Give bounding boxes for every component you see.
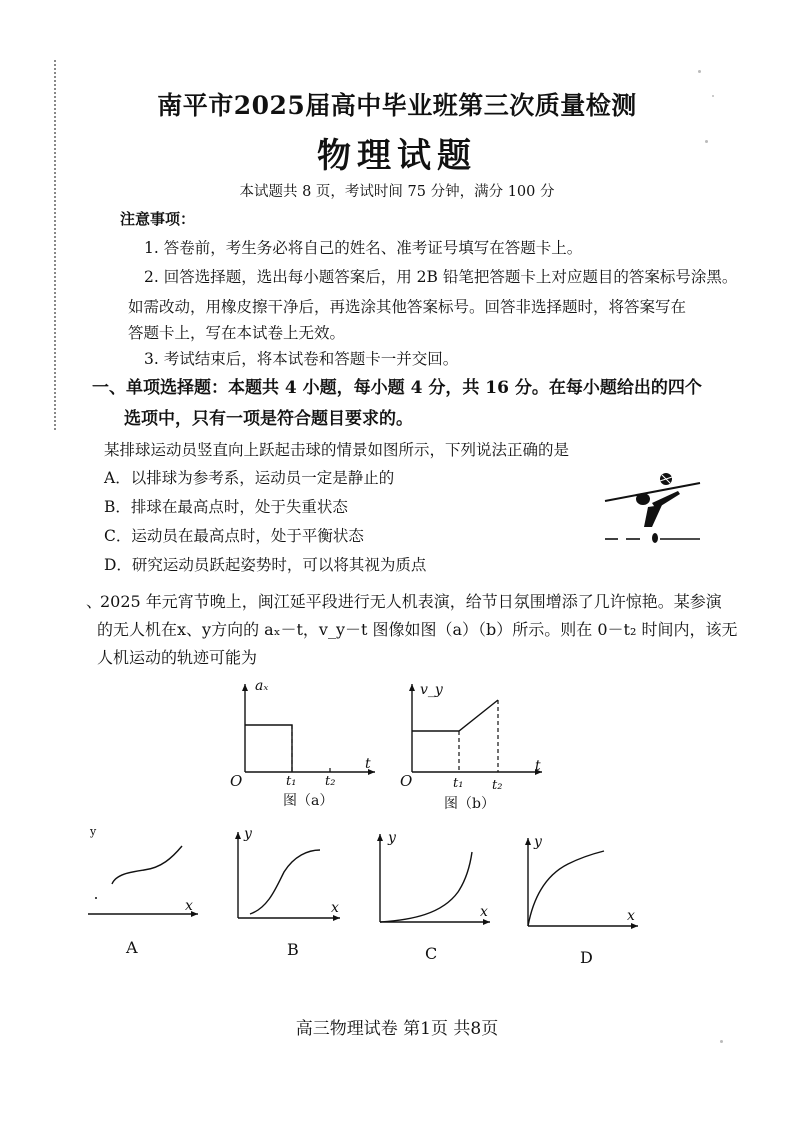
graph-b xyxy=(392,680,552,810)
notice-item-2-line-3: 答题卡上，写在本试卷上无效。 xyxy=(128,324,346,342)
q2-line-1: 2025 年元宵节晚上，闽江延平段进行无人机表演，给节日氛围增添了几许惊艳。某参演 xyxy=(100,592,722,611)
choice-graph-b-label: B xyxy=(287,940,299,959)
exam-info: 本试题共 8 页，考试时间 75 分钟，满分 100 分 xyxy=(239,184,555,200)
scan-speck xyxy=(698,70,701,73)
graph-a-y-label: aₓ xyxy=(255,678,269,694)
choice-graph-b xyxy=(228,828,348,928)
graph-a-caption: 图（a） xyxy=(283,793,334,809)
choice-c-curve xyxy=(380,852,472,922)
choice-graph-c-x-label: x xyxy=(480,904,488,920)
choice-b-curve xyxy=(250,850,320,914)
choice-graph-b-y-label: y xyxy=(244,826,252,842)
notice-item-2-line-1: 2. 回答选择题，选出每小题答案后，用 2B 铅笔把答题卡上对应题目的答案标号涂黑。 xyxy=(144,268,738,286)
choice-d-curve xyxy=(528,851,604,926)
q1-option-c: C．运动员在最高点时，处于平衡状态 xyxy=(104,527,364,545)
graph-b-curve xyxy=(412,700,498,731)
net-line xyxy=(605,483,700,501)
graph-a-curve xyxy=(245,725,292,772)
choice-a-curve xyxy=(112,846,182,884)
choice-graph-c-y-label: y xyxy=(388,830,396,846)
graph-b-t1: t₁ xyxy=(453,776,464,791)
choice-graph-a-y-label: y xyxy=(90,825,97,838)
volleyball-figure xyxy=(600,465,710,550)
q2-line-3: 人机运动的轨迹可能为 xyxy=(97,648,258,667)
graph-b-caption: 图（b） xyxy=(444,796,495,812)
graph-a-t1: t₁ xyxy=(286,774,297,789)
choice-graph-d-y-label: y xyxy=(534,834,542,850)
choice-graph-d-x-label: x xyxy=(627,908,635,924)
player-body xyxy=(644,505,662,527)
section-1-heading: 一、单项选择题：本题共 4 小题，每小题 4 分，共 16 分。在每小题给出的四个 xyxy=(92,378,702,398)
graph-b-t2: t₂ xyxy=(492,778,503,793)
graph-a-origin: O xyxy=(230,772,243,790)
notice-item-2-line-2: 如需改动，用橡皮擦干净后，再选涂其他答案标号。回答非选择题时，将答案写在 xyxy=(128,298,687,316)
notice-item-1: 1. 答卷前，考生务必将自己的姓名、准考证号填写在答题卡上。 xyxy=(144,239,583,257)
exam-title: 南平市2025届高中毕业班第三次质量检测 xyxy=(157,91,637,120)
q1-option-a: A．以排球为参考系，运动员一定是静止的 xyxy=(104,469,395,487)
page-footer: 高三物理试卷 第1页 共8页 xyxy=(295,1019,499,1039)
graph-b-origin: O xyxy=(400,772,413,790)
choice-graph-d-label: D xyxy=(580,948,593,967)
choice-graph-c-label: C xyxy=(425,944,438,963)
graph-b-x-label: t xyxy=(535,758,541,774)
notice-item-3: 3. 考试结束后，将本试卷和答题卡一并交回。 xyxy=(144,350,459,368)
choice-graph-a-x-label: x xyxy=(185,898,193,914)
graph-a-t2: t₂ xyxy=(325,774,336,789)
choice-graph-b-x-label: x xyxy=(331,900,339,916)
subject-title: 物理试题 xyxy=(317,136,477,176)
graph-b-y-label: v_y xyxy=(420,682,443,698)
scan-speck xyxy=(720,1040,723,1043)
q1-option-b: B．排球在最高点时，处于失重状态 xyxy=(104,498,348,516)
q2-number: 、 xyxy=(86,592,103,611)
graph-a-x-label: t xyxy=(365,756,371,772)
choice-graph-a-label: A xyxy=(126,938,138,957)
notice-heading: 注意事项： xyxy=(120,210,196,228)
q1-stem: 某排球运动员竖直向上跃起击球的情景如图所示，下列说法正确的是 xyxy=(104,441,570,459)
q2-line-2: 的无人机在x、y方向的 aₓ－t，v_y－t 图像如图（a）（b）所示。则在 0－t₂ 时间内，该无 xyxy=(97,620,738,639)
section-1-heading-cont: 选项中，只有一项是符合题目要求的。 xyxy=(124,409,413,429)
player-head xyxy=(636,493,650,505)
q1-option-d: D．研究运动员跃起姿势时，可以将其视为质点 xyxy=(104,556,427,574)
